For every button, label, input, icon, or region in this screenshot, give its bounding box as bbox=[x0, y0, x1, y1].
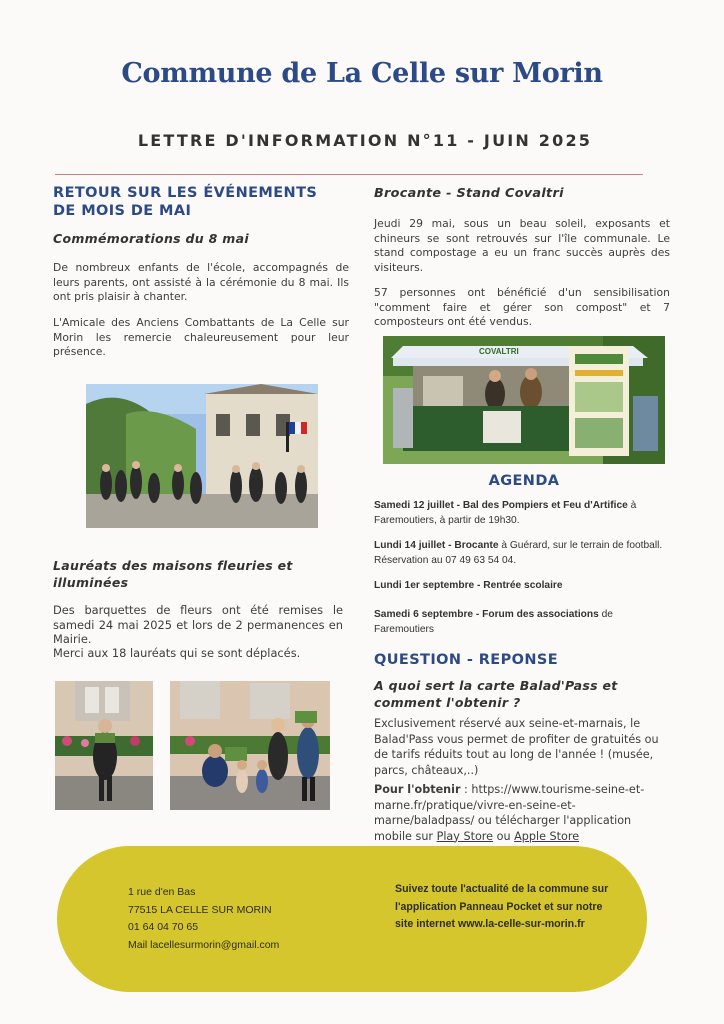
phone-number: 01 64 04 70 65 bbox=[128, 921, 199, 933]
qr-question-line: A quoi sert la carte Balad'Pass et bbox=[374, 678, 618, 693]
divider bbox=[55, 174, 643, 175]
footer-contact bbox=[128, 884, 358, 954]
stand-banner-text: COVALTRI bbox=[479, 347, 519, 356]
agenda-item-title: Samedi 6 septembre - Forum des associations bbox=[374, 609, 599, 620]
covaltri-stand-photo bbox=[383, 336, 665, 464]
mail-address: Mail lacellesurmorin@gmail.com bbox=[128, 938, 280, 951]
address-line: 77515 LA CELLE SUR MORIN bbox=[128, 903, 272, 916]
commemorations-title: Commémorations du 8 mai bbox=[53, 231, 249, 246]
laureats-title bbox=[53, 557, 353, 591]
brocante-title: Brocante - Stand Covaltri bbox=[374, 186, 564, 201]
page-title: Commune de La Celle sur Morin bbox=[121, 58, 603, 89]
laureats-paragraph: Des barquettes de fleurs ont été remises le samedi 24 mai 2025 et lors de 2 permanences en Mairie. bbox=[53, 603, 343, 646]
qr-answer: Exclusivement réservé aux seine-et-marnais, le Balad'Pass vous permet de profiter de gratuités ou de tarifs réduits tout au long de l'année ! (musée, parcs, châteaux,..) bbox=[374, 717, 659, 777]
agenda-item-detail: à Faremoutiers, à partir de 19h30. bbox=[374, 500, 637, 526]
agenda-item bbox=[374, 607, 666, 637]
agenda-item-title: Samedi 12 juillet - Bal des Pompiers et Feu d'Artifice bbox=[374, 500, 628, 511]
ceremony-photo bbox=[86, 384, 318, 528]
commemorations-paragraph: De nombreux enfants de l'école, accompagnés de leurs parents, ont assisté à la cérémonie du 8 mai. Ils ont pris plaisir à chanter. bbox=[53, 261, 349, 303]
laureats-title-line: illuminées bbox=[53, 575, 129, 590]
laureat-photo bbox=[170, 681, 330, 810]
agenda-item-title: Lundi 1er septembre - Rentrée scolaire bbox=[374, 580, 563, 591]
laureat-photo bbox=[55, 681, 153, 810]
agenda-item-detail: de Faremoutiers bbox=[374, 609, 613, 635]
agenda-item bbox=[374, 498, 666, 528]
qr-question-line: comment l'obtenir ? bbox=[374, 695, 521, 710]
follow-line: Suivez toute l'actualité de la commune sur bbox=[395, 883, 609, 895]
newsletter-subtitle: LETTRE D'INFORMATION N°11 - JUIN 2025 bbox=[137, 131, 593, 150]
qr-heading: QUESTION - REPONSE bbox=[374, 652, 559, 668]
qr-obtain-text: : https://www.tourisme-seine-et-marne.fr/pratique/vivre-en-seine-et-marne/baladpass/ ou télécharger l'application mobile sur bbox=[374, 783, 645, 843]
apple-store-link[interactable]: Apple Store bbox=[514, 829, 580, 843]
follow-line: site internet www.la-celle-sur-morin.fr bbox=[395, 918, 585, 930]
qr-question bbox=[374, 677, 674, 711]
follow-line: l'application Panneau Pocket et sur notre bbox=[395, 900, 603, 913]
agenda-heading: AGENDA bbox=[488, 473, 560, 489]
play-store-link[interactable]: Play Store bbox=[436, 829, 494, 843]
events-heading-line: DE MOIS DE MAI bbox=[53, 203, 192, 219]
or-word: ou bbox=[493, 829, 515, 843]
brocante-paragraph: Jeudi 29 mai, sous un beau soleil, exposants et chineurs se sont retrouvés sur l'île communale. Le stand compostage a eu un franc succès auprès des visiteurs. bbox=[374, 217, 670, 274]
agenda-item bbox=[374, 578, 666, 593]
footer-follow bbox=[395, 881, 655, 934]
agenda-item-detail: à Guérard, sur le terrain de football. Réservation au 07 49 63 54 04. bbox=[374, 540, 663, 566]
commemorations-paragraph: L'Amicale des Anciens Combattants de La Celle sur Morin les remercie chaleureusement pour leur présence. bbox=[53, 316, 349, 358]
events-heading bbox=[53, 184, 353, 220]
agenda-item-title: Lundi 14 juillet - Brocante bbox=[374, 540, 499, 551]
laureats-paragraph: Merci aux 18 lauréats qui se sont déplacés. bbox=[53, 646, 301, 660]
events-heading-line: RETOUR SUR LES ÉVÉNEMENTS bbox=[53, 185, 318, 201]
qr-obtain-label: Pour l'obtenir bbox=[374, 783, 461, 796]
laureats-title-line: Lauréats des maisons fleuries et bbox=[53, 558, 293, 573]
qr-obtain bbox=[374, 782, 672, 844]
brocante-paragraph: 57 personnes ont bénéficié d'un sensibilisation "comment faire et gérer son compost" et 7 composteurs ont été vendus. bbox=[374, 286, 670, 328]
agenda-item bbox=[374, 538, 666, 568]
address-line: 1 rue d'en Bas bbox=[128, 886, 196, 898]
